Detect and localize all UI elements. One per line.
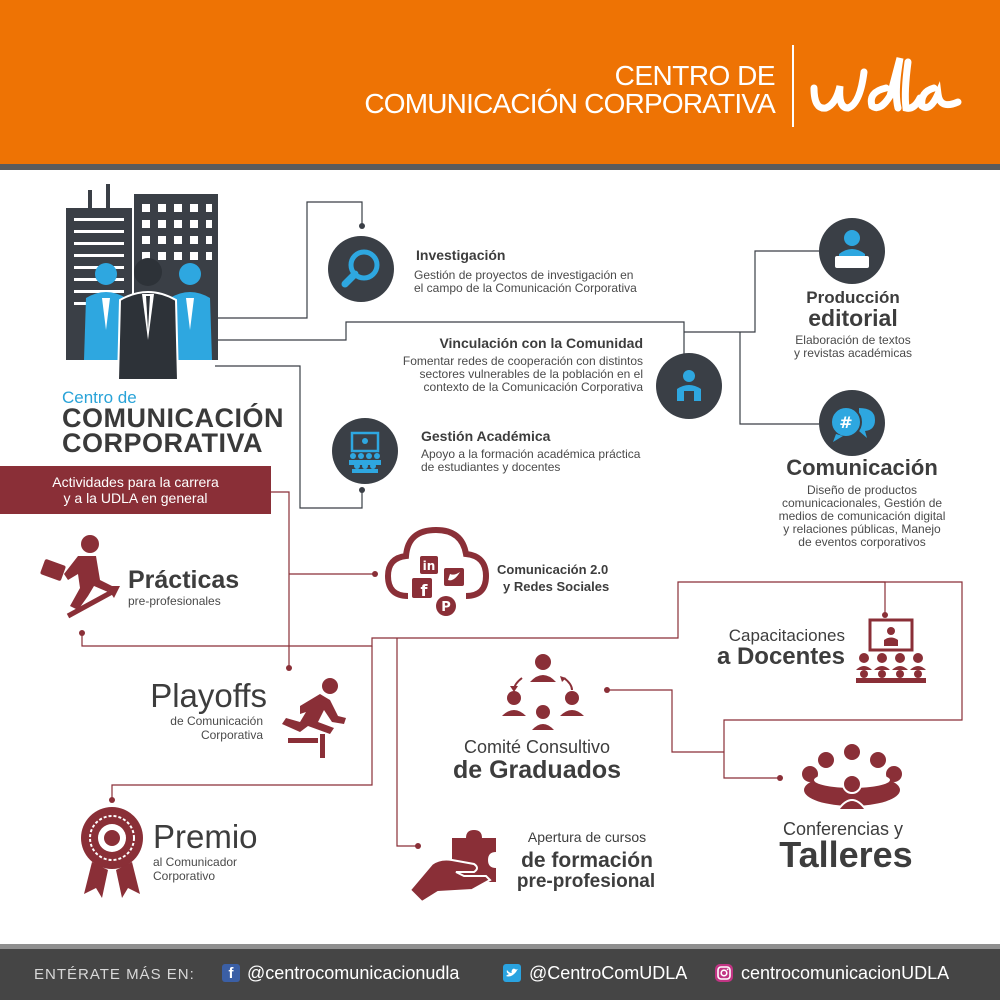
comunicacion-desc-2: comunicacionales, Gestión de <box>781 496 943 510</box>
produccion-desc-2: y revistas académicas <box>793 346 913 360</box>
comunicacion-desc-1: Diseño de productos <box>806 483 918 497</box>
gestion-title: Gestión Académica <box>421 428 551 444</box>
vinculacion-desc-1: Fomentar redes de cooperación con distintos <box>402 354 643 368</box>
chat-hashtag-icon <box>819 390 885 456</box>
svg-text:in: in <box>422 559 436 573</box>
svg-text:P: P <box>441 600 451 615</box>
footer-instagram-link[interactable]: centrocomunicacionUDLA <box>741 963 950 983</box>
premio-title: Premio <box>153 818 258 855</box>
instagram-icon <box>715 964 733 982</box>
produccion-circle <box>819 218 885 284</box>
vinculacion-circle <box>656 353 722 419</box>
playoffs-title: Playoffs <box>150 677 267 714</box>
cursos-title-3: pre-profesional <box>516 871 656 892</box>
line-capacit <box>860 582 885 615</box>
teacher-audience-icon <box>854 618 928 684</box>
investigacion-circle <box>328 236 394 302</box>
comunicacion-desc-5: de eventos corporativos <box>798 535 926 549</box>
playoffs-subtitle-1: de Comunicación <box>170 714 263 728</box>
comunicacion-desc-4: y relaciones públicas, Manejo <box>783 522 941 536</box>
climber-briefcase-icon <box>38 534 128 620</box>
gestion-desc-1: Apoyo a la formación académica práctica <box>421 447 641 461</box>
produccion-title-1: Producción <box>806 288 900 307</box>
line-badge <box>271 492 289 668</box>
practicas-title: Prácticas <box>128 566 240 594</box>
magnifier-icon <box>328 236 394 302</box>
comite-title-2: de Graduados <box>452 756 622 784</box>
facebook-icon: f <box>222 964 240 982</box>
svg-text:f: f <box>420 581 428 600</box>
conferencias-title-1: Conferencias y <box>782 819 904 839</box>
redes-title-2: y Redes Sociales <box>503 579 610 594</box>
line-cursos <box>397 638 418 846</box>
team-cycle-icon <box>500 652 586 732</box>
center-title-line2: CORPORATIVA <box>62 428 263 458</box>
premio-subtitle-1: al Comunicador <box>153 855 238 869</box>
comunicacion-title: Comunicación <box>786 455 938 480</box>
capacitaciones-title-1: Capacitaciones <box>728 626 845 645</box>
activities-badge <box>0 466 271 514</box>
header-title-line2: COMUNICACIÓN CORPORATIVA <box>364 88 775 119</box>
community-icon <box>656 353 722 419</box>
comunicacion-circle <box>819 390 885 456</box>
reader-icon <box>819 218 885 284</box>
conferencias-title-2: Talleres <box>779 834 913 875</box>
comunicacion-desc-3: medios de comunicación digital <box>778 509 946 523</box>
cursos-title-2: de formación <box>521 849 653 872</box>
playoffs-subtitle-2: Corporativa <box>200 728 263 742</box>
vinculacion-desc-2: sectores vulnerables de la población en el <box>419 367 643 381</box>
center-subtitle: Centro de <box>62 388 137 407</box>
social-cloud-icon <box>384 522 490 618</box>
office-building-illustration <box>62 180 222 380</box>
vinculacion-desc-3: contexto de la Comunicación Corporativa <box>423 380 643 394</box>
svg-text:#: # <box>839 413 853 432</box>
comite-title-1: Comité Consultivo <box>463 737 611 757</box>
cursos-title-1: Apertura de cursos <box>527 829 647 845</box>
footer-label: ENTÉRATE MÁS EN: <box>34 966 195 983</box>
footer-twitter-link[interactable]: @CentroComUDLA <box>529 963 688 983</box>
hurdle-runner-icon <box>278 676 350 760</box>
badge-line2: y a la UDLA en general <box>63 490 208 506</box>
redes-title-1: Comunicación 2.0 <box>497 562 609 577</box>
investigacion-desc-2: el campo de la Comunicación Corporativa <box>414 281 637 295</box>
produccion-title-2: editorial <box>808 305 898 331</box>
investigacion-title: Investigación <box>416 247 506 263</box>
gestion-desc-2: de estudiantes y docentes <box>421 460 561 474</box>
badge-line1: Actividades para la carrera <box>52 474 219 490</box>
meeting-table-icon <box>800 744 904 810</box>
line-comite <box>607 690 724 752</box>
line-produccion <box>684 251 819 332</box>
hand-puzzle-icon <box>408 830 500 902</box>
classroom-icon <box>332 418 398 484</box>
premio-subtitle-2: Corporativo <box>153 869 216 883</box>
produccion-desc-1: Elaboración de textos <box>795 333 911 347</box>
gestion-circle <box>332 418 398 484</box>
practicas-subtitle: pre-profesionales <box>128 594 221 608</box>
capacitaciones-title-2: a Docentes <box>716 643 845 670</box>
twitter-icon <box>503 964 521 982</box>
header-title-line1: CENTRO DE <box>614 60 775 91</box>
investigacion-desc-1: Gestión de proyectos de investigación en <box>414 268 634 282</box>
vinculacion-title: Vinculación con la Comunidad <box>439 335 643 351</box>
footer-facebook-link[interactable]: @centrocomunicacionudla <box>247 963 460 983</box>
award-medal-icon <box>80 802 144 900</box>
center-title-line1: COMUNICACIÓN <box>62 403 284 433</box>
